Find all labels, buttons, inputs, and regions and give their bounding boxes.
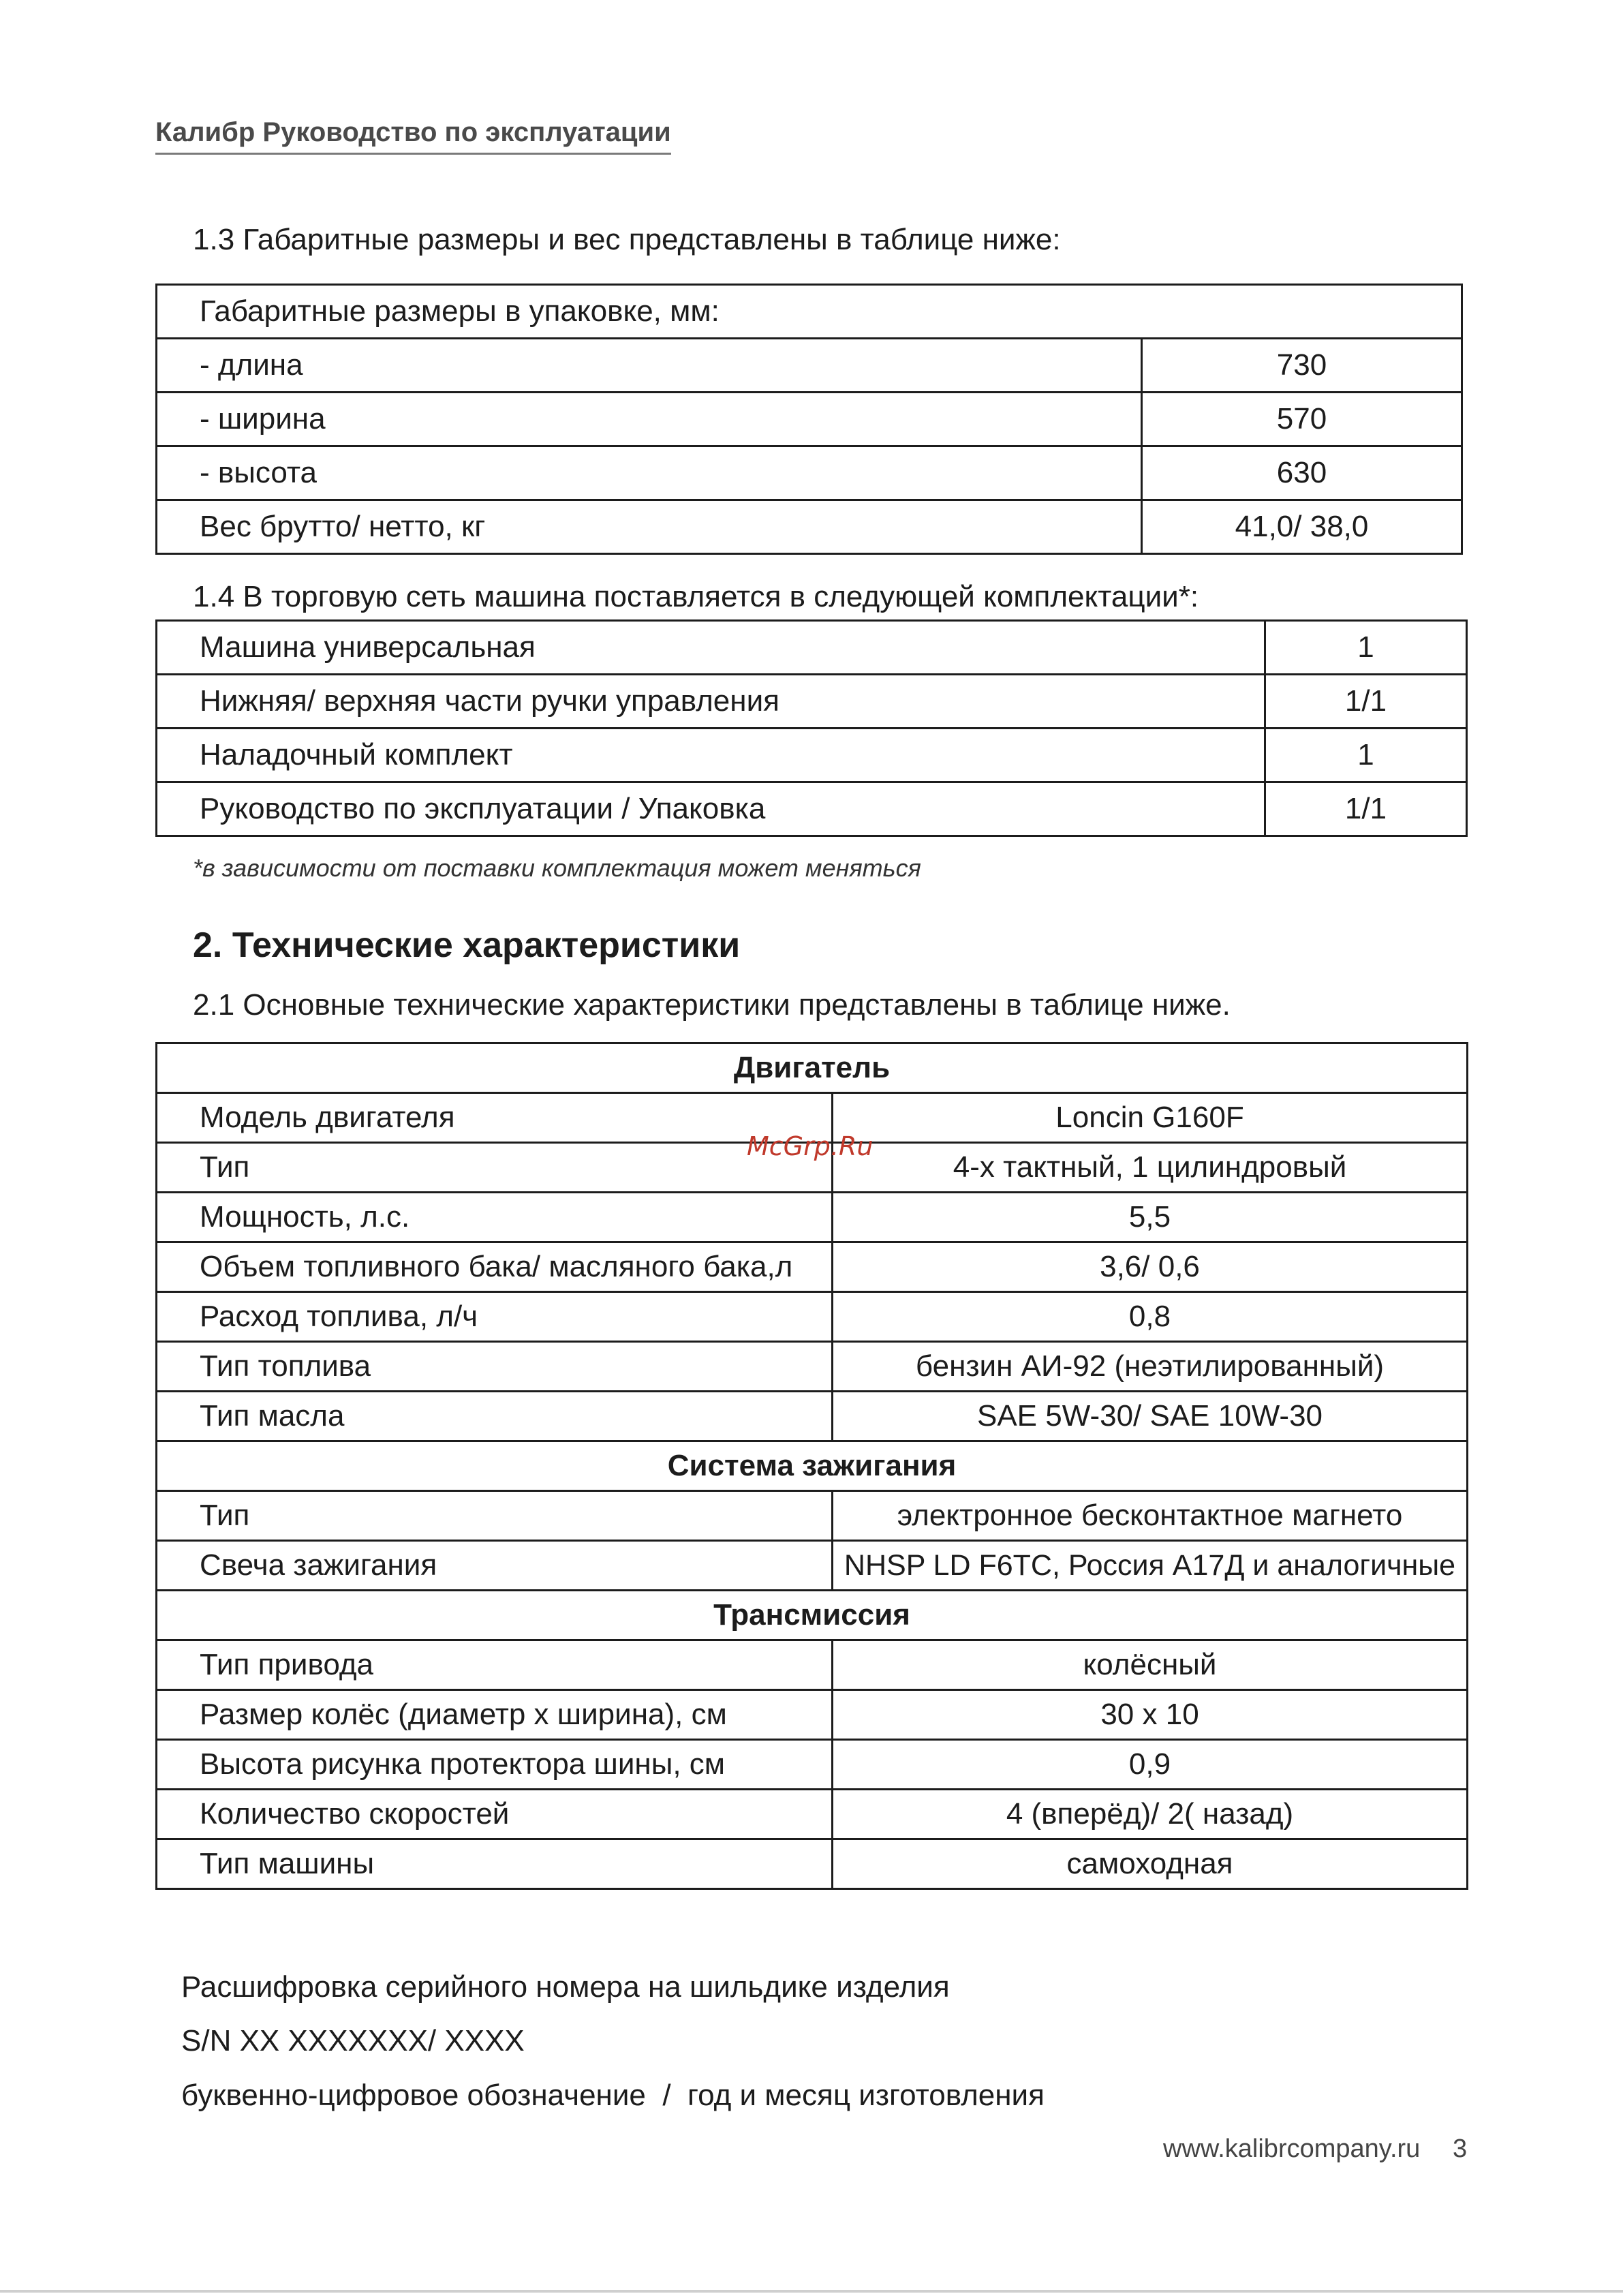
serial-legend: буквенно-цифровое обозначение / год и месяц изготовления <box>181 2079 1045 2112</box>
row-label: Размер колёс (диаметр х ширина), см <box>157 1690 833 1740</box>
dimensions-table-header: Габаритные размеры в упаковке, мм: <box>157 285 1462 339</box>
row-value: 1 <box>1265 621 1467 675</box>
footer-url[interactable]: www.kalibrcompany.ru <box>1163 2134 1421 2163</box>
watermark: McGrp.Ru <box>747 1131 874 1161</box>
document-header: Калибр Руководство по эксплуатации <box>155 116 671 155</box>
row-value: 1/1 <box>1265 675 1467 729</box>
row-value: 5,5 <box>833 1193 1468 1242</box>
row-label: - длина <box>157 339 1142 393</box>
row-label: Тип привода <box>157 1640 833 1690</box>
row-label: Руководство по эксплуатации / Упаковка <box>157 782 1265 836</box>
page-bottom-rule <box>0 2290 1623 2293</box>
row-value: самоходная <box>833 1839 1468 1889</box>
table-row <box>157 500 1462 554</box>
table-row <box>157 339 1462 393</box>
row-label: - высота <box>157 446 1142 500</box>
specs-table <box>155 1042 1468 1890</box>
page-number: 3 <box>1453 2134 1468 2163</box>
table-row <box>157 285 1462 339</box>
row-label: Наладочный комплект <box>157 729 1265 782</box>
row-value: 730 <box>1142 339 1462 393</box>
row-value: бензин АИ-92 (неэтилированный) <box>833 1342 1468 1392</box>
table-row <box>157 782 1467 836</box>
row-label: Модель двигателя <box>157 1093 833 1143</box>
row-label: Тип <box>157 1143 833 1193</box>
serial-title: Расшифровка серийного номера на шильдике изделия <box>181 1970 950 2004</box>
table-row <box>157 1740 1468 1790</box>
row-value: SAE 5W-30/ SAE 10W-30 <box>833 1392 1468 1441</box>
table-row <box>157 1541 1468 1591</box>
serial-format: S/N XX XXXXXXX/ XXXX <box>181 2024 525 2057</box>
table-row <box>157 1043 1468 1093</box>
table-row <box>157 675 1467 729</box>
table-row <box>157 621 1467 675</box>
row-label: Нижняя/ верхняя части ручки управления <box>157 675 1265 729</box>
group-header-transmission: Трансмиссия <box>157 1591 1468 1640</box>
row-value: электронное бесконтактное магнето <box>833 1491 1468 1541</box>
row-value: 570 <box>1142 393 1462 446</box>
row-label: Вес брутто/ нетто, кг <box>157 500 1142 554</box>
table-row <box>157 1491 1468 1541</box>
row-value: колёсный <box>833 1640 1468 1690</box>
package-footnote: *в зависимости от поставки комплектация может меняться <box>193 854 921 882</box>
package-contents-table <box>155 619 1468 837</box>
table-row <box>157 1839 1468 1889</box>
row-value: NHSP LD F6TC, Россия А17Д и аналогичные <box>833 1541 1468 1591</box>
table-row <box>157 1292 1468 1342</box>
row-value: 30 х 10 <box>833 1690 1468 1740</box>
row-label: - ширина <box>157 393 1142 446</box>
row-label: Тип <box>157 1491 833 1541</box>
row-label: Количество скоростей <box>157 1790 833 1839</box>
row-value: 4-х тактный, 1 цилиндровый <box>833 1143 1468 1193</box>
table-row <box>157 1591 1468 1640</box>
section-2-1-intro: 2.1 Основные технические характеристики представлены в таблице ниже. <box>193 988 1231 1022</box>
table-row <box>157 1690 1468 1740</box>
row-label: Машина универсальная <box>157 621 1265 675</box>
row-value: 630 <box>1142 446 1462 500</box>
table-row <box>157 1790 1468 1839</box>
row-value: 0,8 <box>833 1292 1468 1342</box>
row-label: Тип топлива <box>157 1342 833 1392</box>
group-header-engine: Двигатель <box>157 1043 1468 1093</box>
table-row <box>157 1342 1468 1392</box>
table-row <box>157 1242 1468 1292</box>
table-row <box>157 729 1467 782</box>
row-value: 41,0/ 38,0 <box>1142 500 1462 554</box>
row-value: 0,9 <box>833 1740 1468 1790</box>
row-label: Тип машины <box>157 1839 833 1889</box>
row-label: Свеча зажигания <box>157 1541 833 1591</box>
row-label: Тип масла <box>157 1392 833 1441</box>
table-row <box>157 1193 1468 1242</box>
table-row <box>157 393 1462 446</box>
table-row <box>157 1441 1468 1491</box>
row-label: Мощность, л.с. <box>157 1193 833 1242</box>
section-2-title: 2. Технические характеристики <box>193 925 741 965</box>
section-1-4-intro: 1.4 В торговую сеть машина поставляется в следующей комплектации*: <box>193 580 1199 613</box>
row-label: Высота рисунка протектора шины, см <box>157 1740 833 1790</box>
row-value: Loncin G160F <box>833 1093 1468 1143</box>
table-row <box>157 1640 1468 1690</box>
row-value: 1 <box>1265 729 1467 782</box>
section-1-3-intro: 1.3 Габаритные размеры и вес представлены в таблице ниже: <box>193 223 1061 256</box>
row-label: Расход топлива, л/ч <box>157 1292 833 1342</box>
row-value: 1/1 <box>1265 782 1467 836</box>
table-row <box>157 1392 1468 1441</box>
group-header-ignition: Система зажигания <box>157 1441 1468 1491</box>
row-label: Объем топливного бака/ масляного бака,л <box>157 1242 833 1292</box>
row-value: 4 (вперёд)/ 2( назад) <box>833 1790 1468 1839</box>
table-row <box>157 446 1462 500</box>
row-value: 3,6/ 0,6 <box>833 1242 1468 1292</box>
dimensions-table <box>155 284 1463 555</box>
